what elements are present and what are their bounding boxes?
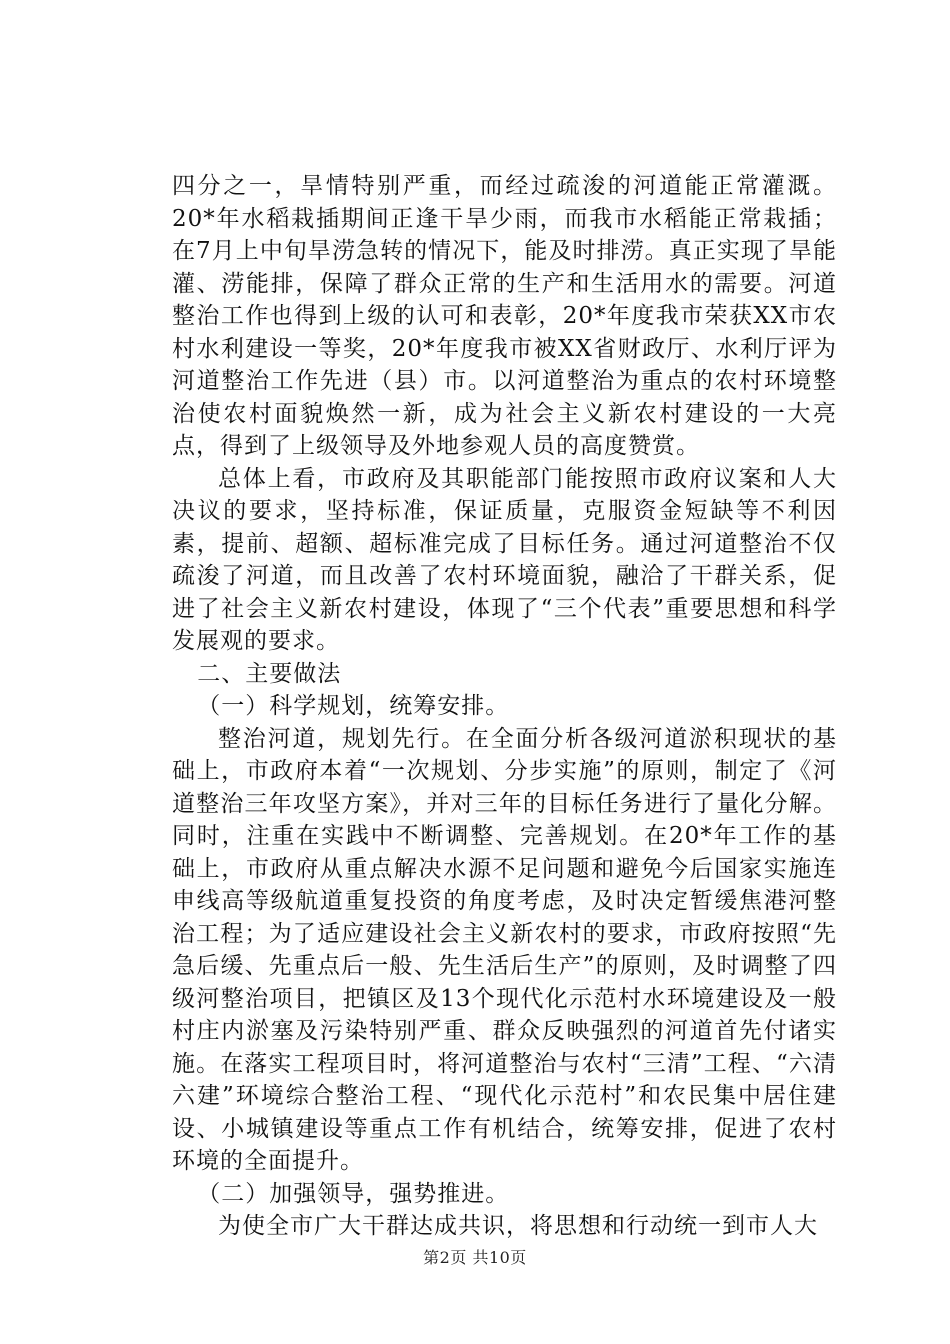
page-number-footer: 第2页 共10页 [423,1248,527,1267]
paragraph-summary: 总体上看，市政府及其职能部门能按照市政府议案和人大决议的要求，坚持标准，保证质量，克服资金短缺等不利因素，提前、超额、超标准完成了目标任务。通过河道整治不仅疏浚了河道，而且改善了农村环境面貌，融洽了干群关系，促进了社会主义新农村建设，体现了“三个代表”重要思想和科学发展观的要求。 [172,465,837,654]
paragraph-planning: 整治河道，规划先行。在全面分析各级河道淤积现状的基础上，市政府本着“一次规划、分步实施”的原则，制定了《河道整治三年攻坚方案》，并对三年的目标任务进行了量化分解。同时，注重在实践中不断调整、完善规划。在20*年工作的基础上，市政府从重点解决水源不足问题和避免今后国家实施连申线高等级航道重复投资的角度考虑，及时决定暂缓焦港河整治工程；为了适应建设社会主义新农村的要求，市政府按照“先急后缓、先重点后一般、先生活后生产”的原则，及时调整了四级河整治项目，把镇区及13个现代化示范村水环境建设及一般村庄内淤塞及污染特别严重、群众反映强烈的河道首先付诸实施。在落实工程项目时，将河道整治与农村“三清”工程、“六清六建”环境综合整治工程、“现代化示范村”和农民集中居住建设、小城镇建设等重点工作有机结合，统筹安排，促进了农村环境的全面提升。 [172,725,837,1174]
subsection-heading-leadership: （二）加强领导，强势推进。 [197,1180,510,1207]
paragraph-continuation: 四分之一，旱情特别严重，而经过疏浚的河道能正常灌溉。20*年水稻栽插期间正逢干旱少雨，而我市水稻能正常栽插；在7月上中旬旱涝急转的情况下，能及时排涝。真正实现了旱能灌、涝能排，保障了群众正常的生产和生活用水的需要。河道整治工作也得到上级的认可和表彰，20*年度我市荣获XX市农村水利建设一等奖，20*年度我市被XX省财政厅、水利厅评为河道整治工作先进（县）市。以河道整治为重点的农村环境整治使农村面貌焕然一新，成为社会主义新农村建设的一大亮点，得到了上级领导及外地参观人员的高度赞赏。 [172,173,837,459]
subsection-heading-planning: （一）科学规划，统筹安排。 [197,693,510,719]
section-heading-main-methods: 二、主要做法 [197,660,342,687]
paragraph-leadership: 为使全市广大干群达成共识，将思想和行动统一到市人大 [218,1213,818,1239]
document-body [172,170,837,1243]
